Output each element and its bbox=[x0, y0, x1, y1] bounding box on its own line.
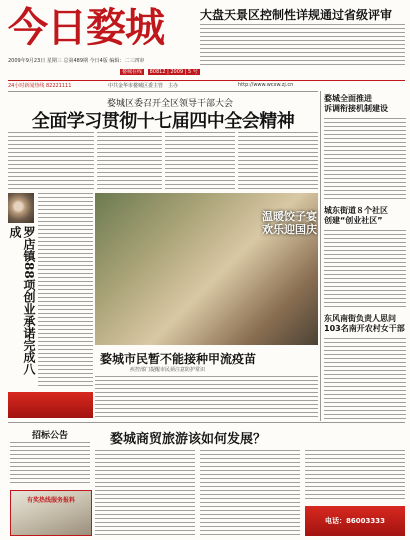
lead-body-col4 bbox=[238, 132, 318, 190]
photo-caption-line1: 温暖饺子宴 bbox=[262, 210, 317, 223]
lead-kicker: 婺城区委召开全区领导干部大会 bbox=[106, 99, 233, 109]
issue-date: 2009年9月23日 bbox=[8, 58, 46, 64]
right-story1-line2: 诉调衔接机制建设 bbox=[324, 104, 388, 113]
top-headline: 大盘天景区控制性详规通过省级评审 bbox=[200, 8, 393, 22]
bottom-section-rule bbox=[8, 422, 405, 423]
bottom-right-ad-tel: 电话：86003333 bbox=[325, 517, 385, 525]
strip-url: http://www.wcxw.zj.cn bbox=[238, 82, 294, 88]
bottom-body-col3 bbox=[305, 450, 405, 502]
strip-bar bbox=[8, 82, 405, 90]
second-headline: 婺城市民暂不能接种甲流疫苗 bbox=[100, 352, 257, 366]
notice-body bbox=[10, 442, 90, 486]
vertical-story-title: 罗店镇88项创业承诺完成八成 bbox=[8, 226, 36, 375]
vertical-story-body bbox=[38, 193, 93, 388]
lead-body-col3 bbox=[165, 132, 235, 190]
right-story2-title bbox=[324, 206, 406, 226]
vertical-story-photo bbox=[8, 193, 34, 223]
lead-body-col2 bbox=[97, 132, 162, 190]
right-story3-title bbox=[324, 314, 406, 334]
issue-weekday: 星期三 bbox=[46, 58, 62, 64]
right-story2-line1: 城东街道８个社区 bbox=[324, 206, 388, 215]
issue-pages: 今日4版 bbox=[89, 58, 108, 64]
right-col-divider bbox=[320, 91, 321, 421]
issue-number: 总第489期 bbox=[63, 58, 89, 64]
right-story1-line1: 婺城全面推进 bbox=[324, 94, 372, 103]
board-ids: 80812 | 2009 | 5 号 bbox=[149, 69, 198, 75]
bottom-body-col1 bbox=[95, 450, 195, 536]
right-story3-line1: 东风南街负责人思问 bbox=[324, 314, 396, 323]
strip-sponsor: 中共金华市婺城区委主管 主办 bbox=[108, 83, 179, 89]
lead-body-col1 bbox=[8, 132, 94, 190]
bottom-left-ad-text: 有奖热线服务报料 bbox=[26, 497, 75, 504]
strip-rule-bottom bbox=[8, 91, 318, 92]
masthead-logo: 今日婺城 bbox=[8, 4, 164, 51]
issue-editor: 编辑：二三四审 bbox=[109, 58, 145, 64]
strip-hotline: 24小时新闻热线 82221111 bbox=[8, 83, 72, 89]
right-story1-title bbox=[324, 94, 406, 114]
photo-caption-line2: 欢乐迎国庆 bbox=[262, 223, 317, 236]
notice-title: 招标公告 bbox=[31, 431, 68, 441]
right-story2-body bbox=[324, 230, 406, 310]
issue-meta bbox=[8, 58, 198, 65]
second-body bbox=[95, 376, 318, 420]
bottom-left-ad bbox=[10, 490, 92, 536]
bottom-body-col2 bbox=[200, 450, 300, 536]
lead-headline: 全面学习贯彻十七届四中全会精神 bbox=[31, 111, 295, 132]
right-story2-line2: 创建“创业社区” bbox=[324, 216, 383, 225]
right-story3-line2: 103名南开农村女干部 bbox=[324, 324, 405, 333]
photo-caption bbox=[262, 210, 317, 236]
strip-rule-top bbox=[8, 80, 405, 81]
right-story1-body bbox=[324, 118, 406, 202]
board-badge bbox=[120, 68, 200, 75]
board-label: 婺城在线 bbox=[122, 69, 143, 75]
bottom-right-ad bbox=[305, 506, 405, 536]
top-brief-text bbox=[200, 24, 405, 66]
right-story3-body bbox=[324, 338, 406, 420]
left-ad-banner bbox=[8, 392, 93, 418]
bottom-headline: 婺城商贸旅游该如何发展？ bbox=[110, 432, 267, 447]
second-subheadline: 疾控部门提醒市民须注意防护常识 bbox=[130, 367, 206, 373]
